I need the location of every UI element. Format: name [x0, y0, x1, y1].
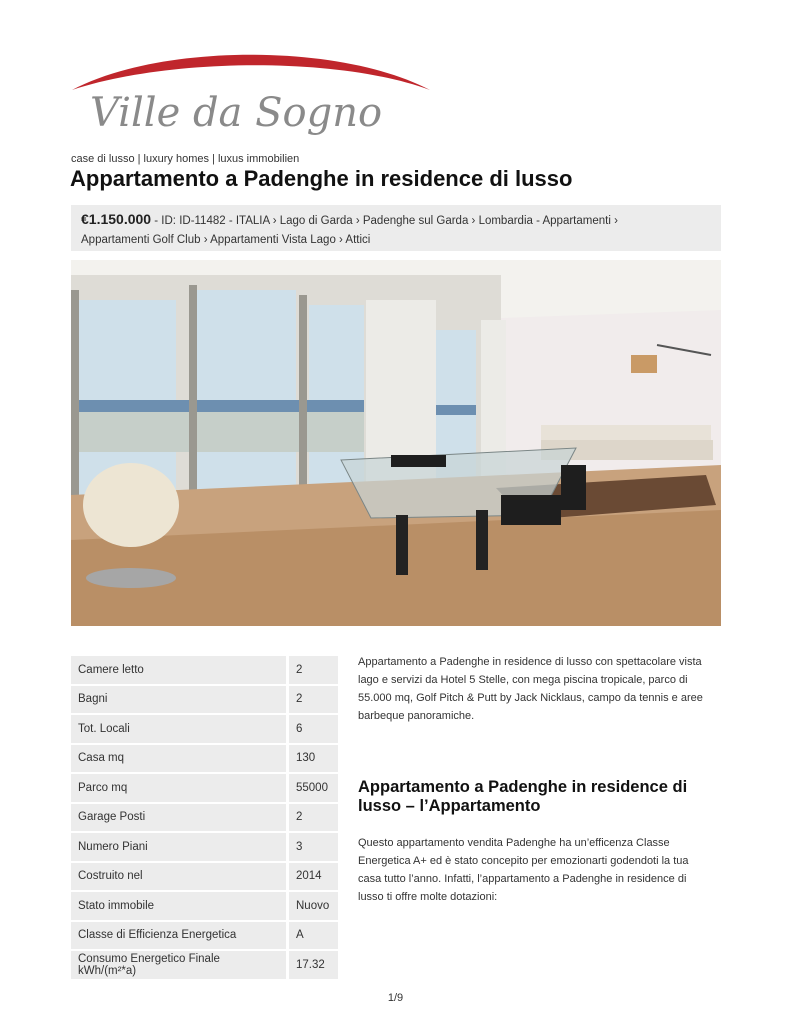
spec-row — [71, 833, 338, 861]
tagline: case di lusso | luxury homes | luxus immobilien — [71, 153, 300, 165]
spec-label: Numero Piani — [71, 833, 286, 861]
spec-row — [71, 745, 338, 773]
spec-row — [71, 774, 338, 802]
spec-row — [71, 951, 338, 979]
listing-details: - ID: ID-11482 - ITALIA › Lago di Garda › Padenghe sul Garda › Lombardia - Appartamenti › — [151, 215, 618, 227]
spec-value: 55000 — [286, 774, 338, 802]
spec-label: Stato immobile — [71, 892, 286, 920]
spec-value: 6 — [286, 715, 338, 743]
section-heading: Appartamento a Padenghe in residence di lusso – l’Appartamento — [358, 778, 688, 815]
spec-row — [71, 863, 338, 891]
spec-value: 2 — [286, 804, 338, 832]
listing-categories: Appartamenti Golf Club › Appartamenti Vista Lago › Attici — [81, 234, 371, 246]
spec-value: 2 — [286, 656, 338, 684]
spec-label: Camere letto — [71, 656, 286, 684]
property-specs-table — [71, 654, 338, 981]
spec-label: Parco mq — [71, 774, 286, 802]
spec-label: Garage Posti — [71, 804, 286, 832]
spec-row — [71, 656, 338, 684]
section-paragraph: Questo appartamento vendita Padenghe ha un’efficenza Classe Energetica A+ ed è stato concepito per emozionarti godendoti la tua casa tutto l’anno. Infatti, l’appartamento a Padenghe in residence di lusso ti offre molte dotazioni: — [358, 837, 689, 903]
spec-label: Consumo Energetico Finale kWh/(m²*a) — [71, 951, 286, 979]
spec-row — [71, 922, 338, 950]
logo-text: Ville da Sogno — [90, 90, 383, 136]
page-title: Appartamento a Padenghe in residence di lusso — [70, 166, 573, 191]
spec-row — [71, 804, 338, 832]
spec-value: A — [286, 922, 338, 950]
spec-value: 2 — [286, 686, 338, 714]
intro-paragraph: Appartamento a Padenghe in residence di lusso con spettacolare vista lago e servizi da Hotel 5 Stelle, con mega piscina tropicale, parco di 55.000 mq, Golf Pitch & Putt by Jack Nicklaus, campo da tennis e aree barbeque panoramiche. — [358, 656, 703, 722]
spec-row — [71, 892, 338, 920]
spec-value: Nuovo — [286, 892, 338, 920]
spec-label: Tot. Locali — [71, 715, 286, 743]
spec-row — [71, 715, 338, 743]
spec-label: Casa mq — [71, 745, 286, 773]
page-number: 1/9 — [387, 992, 404, 1004]
spec-label: Classe di Efficienza Energetica — [71, 922, 286, 950]
price: €1.150.000 — [81, 211, 152, 227]
spec-value: 17.32 — [286, 951, 338, 979]
spec-row — [71, 686, 338, 714]
spec-label: Costruito nel — [71, 863, 286, 891]
spec-label: Bagni — [71, 686, 286, 714]
ville-da-sogno-logo — [68, 38, 438, 138]
spec-value: 3 — [286, 833, 338, 861]
living-room-photo — [71, 260, 721, 626]
spec-value: 130 — [286, 745, 338, 773]
spec-value: 2014 — [286, 863, 338, 891]
listing-summary — [71, 205, 721, 251]
